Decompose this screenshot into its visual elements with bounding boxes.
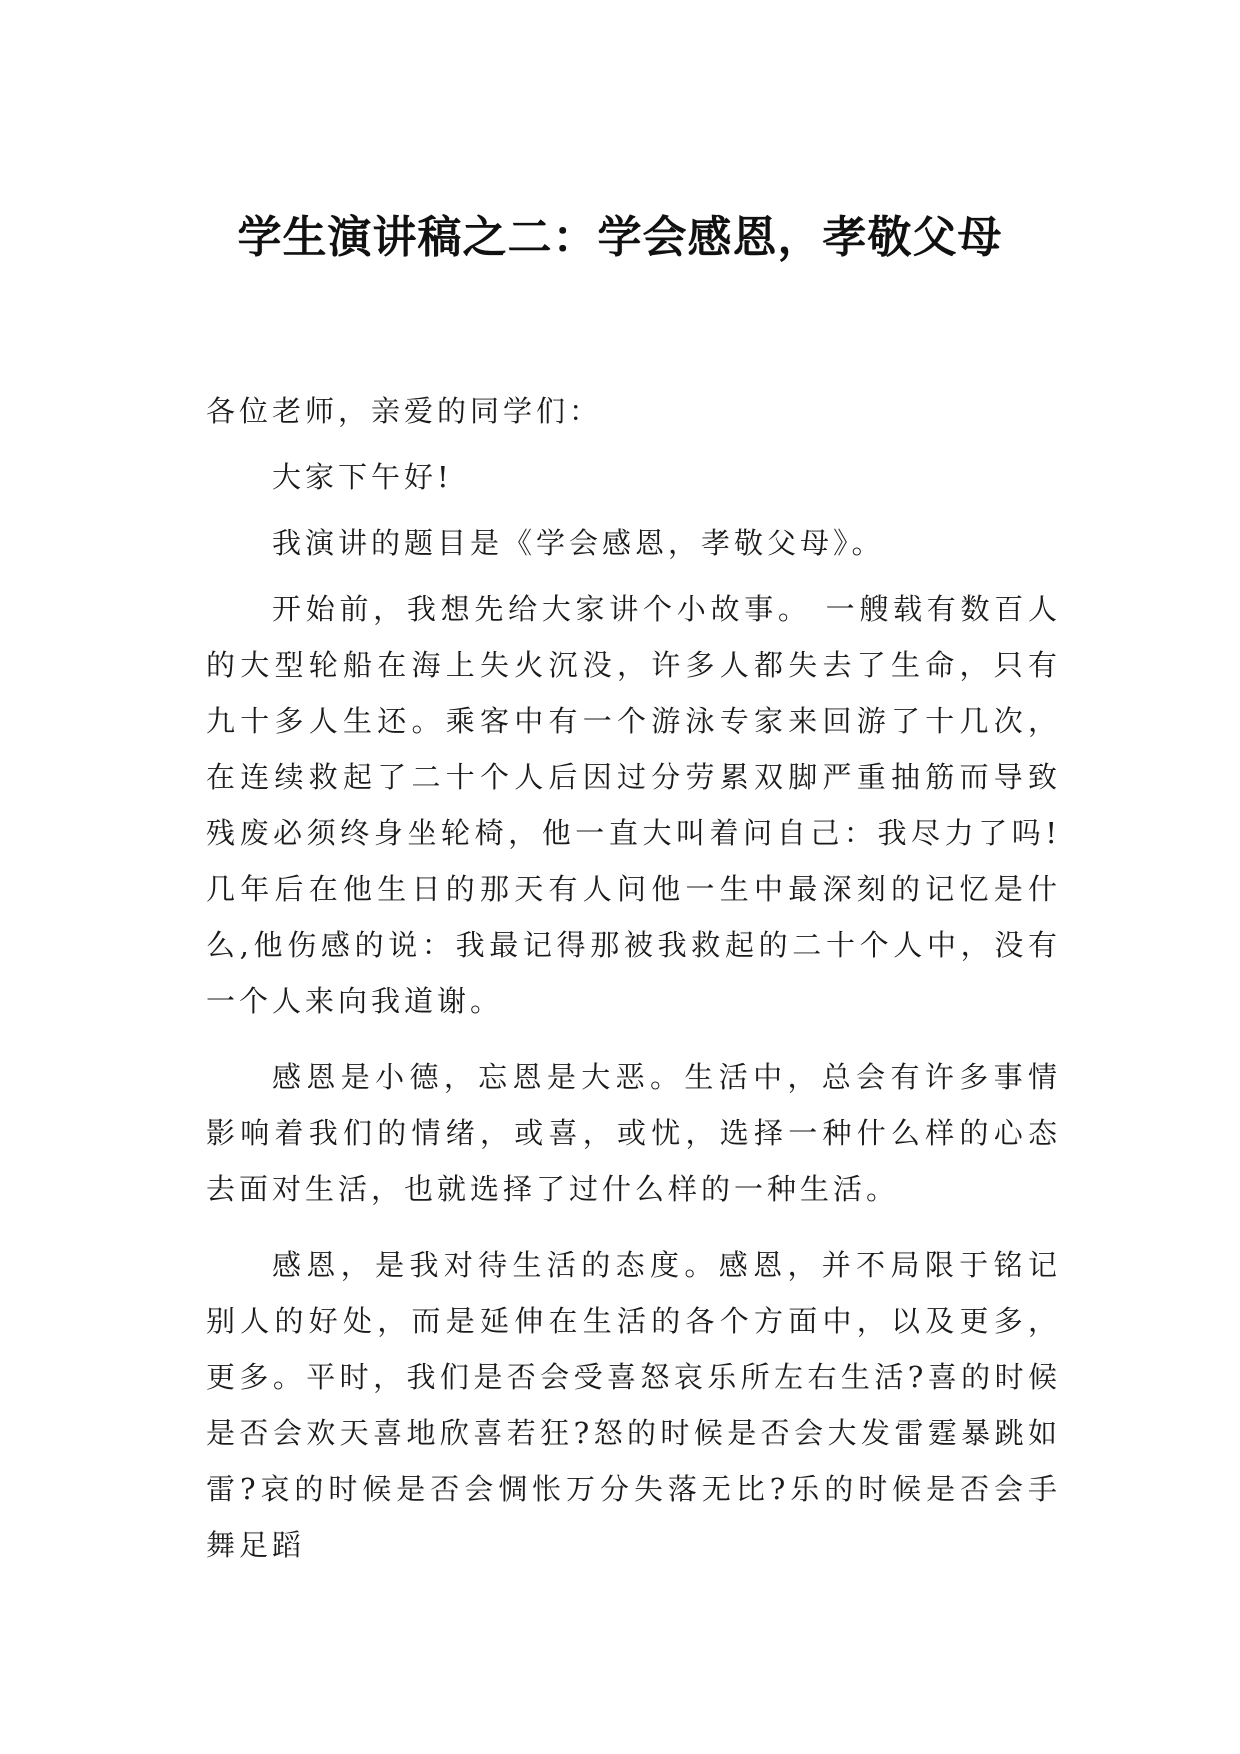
paragraph-story: 开始前，我想先给大家讲个小故事。 一艘载有数百人的大型轮船在海上失火沉没，许多人都失去了生命，只有九十多人生还。乘客中有一个游泳专家来回游了十几次，在连续救起了二十个人后因过分劳累双脚严重抽筋而导致残废必须终身坐轮椅，他一直大叫着问自己：我尽力了吗!几年后在他生日的那天有人问他一生中最深刻的记忆是什么,他伤感的说：我最记得那被我救起的二十个人中，没有一个人来向我道谢。 (206, 592, 1061, 1018)
salutation: 各位老师，亲爱的同学们： (206, 394, 603, 428)
paragraph-attitude: 感恩，是我对待生活的态度。感恩，并不局限于铭记别人的好处，而是延伸在生活的各个方面中，以及更多，更多。平时，我们是否会受喜怒哀乐所左右生活?喜的时候是否会欢天喜地欣喜若狂?怒的时候是否会大发雷霆暴跳如雷?哀的时候是否会惆怅万分失落无比?乐的时候是否会手舞足蹈 (206, 1248, 1061, 1562)
document-title: 学生演讲稿之二：学会感恩，孝敬父母 (237, 212, 1003, 263)
paragraph-topic: 我演讲的题目是《学会感恩，孝敬父母》。 (272, 526, 885, 560)
paragraph-gratitude: 感恩是小德，忘恩是大恶。生活中，总会有许多事情影响着我们的情绪，或喜，或忧，选择一种什么样的心态去面对生活，也就选择了过什么样的一种生活。 (206, 1060, 1061, 1206)
document-body (206, 383, 1061, 1573)
paragraph-greeting: 大家下午好! (272, 460, 453, 494)
